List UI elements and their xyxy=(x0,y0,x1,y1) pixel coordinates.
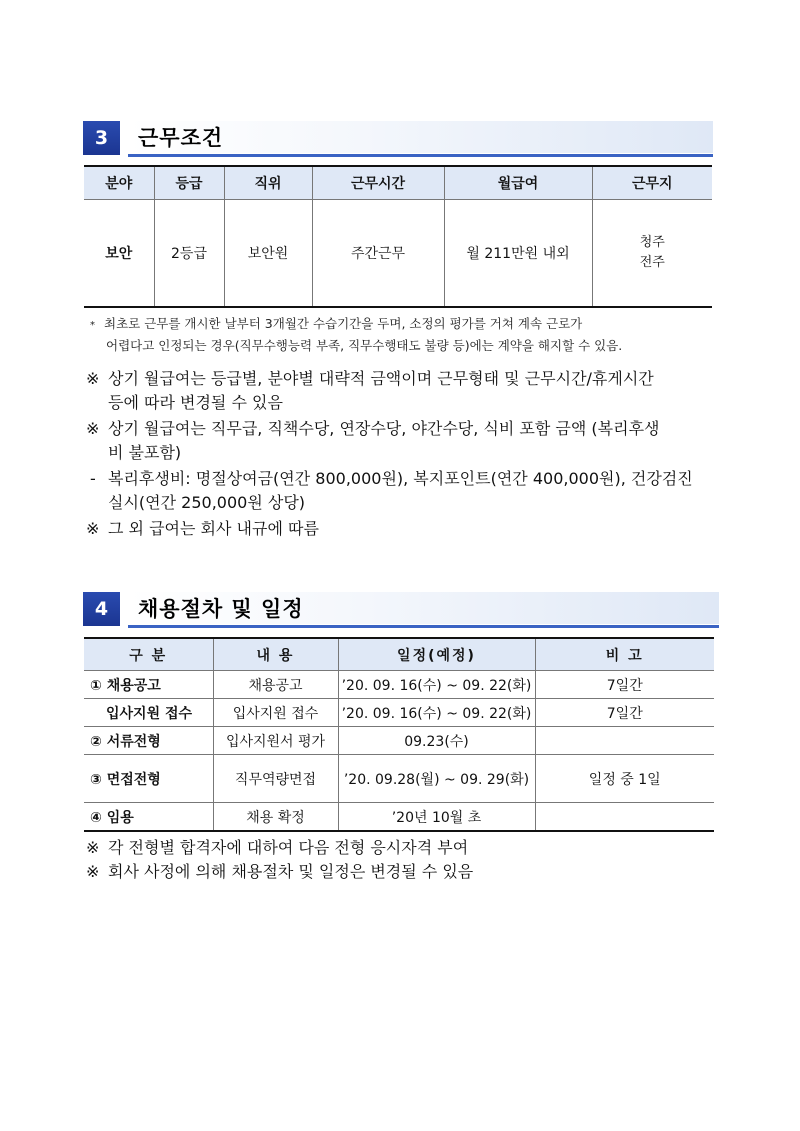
table-row xyxy=(84,755,714,803)
work-conditions-table xyxy=(84,165,712,308)
table-row xyxy=(84,803,714,832)
cell-salary: 월 211만원 내외 xyxy=(444,200,592,308)
cell-location xyxy=(592,200,712,308)
header-position: 직위 xyxy=(224,166,312,200)
note-mark: ※ xyxy=(86,862,100,881)
note-mark: ※ xyxy=(86,369,100,388)
cell-stage: ② 서류전형 xyxy=(84,727,213,755)
location-2: 전주 xyxy=(639,255,665,270)
cell-content: 채용 확정 xyxy=(213,803,338,832)
cell-remark: 7일간 xyxy=(535,671,714,699)
cell-content: 직무역량면접 xyxy=(213,755,338,803)
cell-schedule: ’20년 10월 초 xyxy=(338,803,535,832)
table-row xyxy=(84,727,714,755)
table-header-row xyxy=(84,166,712,200)
table-row xyxy=(84,699,714,727)
header-remark: 비 고 xyxy=(535,638,714,671)
probation-footnote xyxy=(90,314,622,356)
header-grade: 등급 xyxy=(154,166,224,200)
note-4: 그 외 급여는 회사 내규에 따름 xyxy=(108,519,319,538)
note-2-line-2: 비 불포함) xyxy=(108,443,182,462)
note-2: 회사 사정에 의해 채용절차 및 일정은 변경될 수 있음 xyxy=(108,862,474,881)
footnote-line-2: 어렵다고 인정되는 경우(직무수행능력 부족, 직무수행태도 불량 등)에는 계약을 해지할 수 있음. xyxy=(106,338,623,353)
note-dash: - xyxy=(90,469,96,488)
section-number-badge: 3 xyxy=(83,121,120,155)
cell-schedule: ’20. 09.28(월) ~ 09. 29(화) xyxy=(338,755,535,803)
header-field: 분야 xyxy=(84,166,154,200)
cell-position: 보안원 xyxy=(224,200,312,308)
table-row xyxy=(84,671,714,699)
note-3-line-2: 실시(연간 250,000원 상당) xyxy=(108,493,306,512)
header-content: 내 용 xyxy=(213,638,338,671)
cell-remark: 7일간 xyxy=(535,699,714,727)
note-mark: ※ xyxy=(86,838,100,857)
note-3-line-1: 복리후생비: 명절상여금(연간 800,000원), 복지포인트(연간 400,000원), 건강검진 xyxy=(108,469,693,488)
note-1: 각 전형별 합격자에 대하여 다음 전형 응시자격 부여 xyxy=(108,838,469,857)
recruitment-schedule-table xyxy=(84,637,714,832)
cell-schedule: 09.23(수) xyxy=(338,727,535,755)
footnote-mark: * xyxy=(90,320,95,331)
header-schedule: 일정(예정) xyxy=(338,638,535,671)
note-1-line-2: 등에 따라 변경될 수 있음 xyxy=(108,393,283,412)
cell-stage: 입사지원 접수 xyxy=(84,699,213,727)
section-4-header xyxy=(83,592,719,628)
salary-notes xyxy=(86,367,726,541)
cell-schedule: ’20. 09. 16(수) ~ 09. 22(화) xyxy=(338,699,535,727)
section-title: 근무조건 xyxy=(138,126,224,150)
cell-grade: 2등급 xyxy=(154,200,224,308)
header-salary: 월급여 xyxy=(444,166,592,200)
header-hours: 근무시간 xyxy=(312,166,444,200)
footnote-line-1: 최초로 근무를 개시한 날부터 3개월간 수습기간을 두며, 소정의 평가를 거쳐 계속 근로가 xyxy=(104,316,583,331)
section-number-badge: 4 xyxy=(83,592,120,626)
cell-content: 채용공고 xyxy=(213,671,338,699)
note-2-line-1: 상기 월급여는 직무급, 직책수당, 연장수당, 야간수당, 식비 포함 금액 (복리후생 xyxy=(108,419,660,438)
note-mark: ※ xyxy=(86,519,100,538)
cell-content: 입사지원서 평가 xyxy=(213,727,338,755)
section-underline xyxy=(128,625,719,628)
note-mark: ※ xyxy=(86,419,100,438)
section-underline xyxy=(128,154,713,157)
cell-remark xyxy=(535,727,714,755)
cell-stage: ③ 면접전형 xyxy=(84,755,213,803)
header-location: 근무지 xyxy=(592,166,712,200)
cell-stage: ④ 임용 xyxy=(84,803,213,832)
cell-schedule: ’20. 09. 16(수) ~ 09. 22(화) xyxy=(338,671,535,699)
section-3-header xyxy=(83,121,713,157)
cell-stage: ① 채용공고 xyxy=(84,671,213,699)
section-title: 채용절차 및 일정 xyxy=(138,597,304,621)
header-stage: 구 분 xyxy=(84,638,213,671)
cell-content: 입사지원 접수 xyxy=(213,699,338,727)
note-1-line-1: 상기 월급여는 등급별, 분야별 대략적 금액이며 근무형태 및 근무시간/휴게시간 xyxy=(108,369,654,388)
schedule-notes xyxy=(86,836,726,884)
table-header-row xyxy=(84,638,714,671)
cell-remark: 일정 중 1일 xyxy=(535,755,714,803)
cell-remark xyxy=(535,803,714,832)
location-1: 청주 xyxy=(639,235,665,250)
cell-field: 보안 xyxy=(84,200,154,308)
table-row xyxy=(84,200,712,308)
cell-hours: 주간근무 xyxy=(312,200,444,308)
